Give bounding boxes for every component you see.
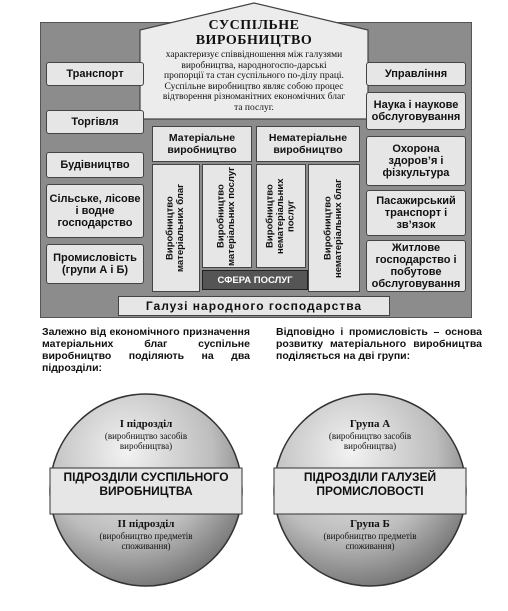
column-label-nonmaterial-services: Виробництво нематеріальних послуг	[264, 178, 297, 254]
house-text	[162, 18, 346, 113]
header-nonmaterial: Нематеріальне виробництво	[256, 126, 360, 162]
column-label-nonmaterial-goods: Виробництво нематеріальних благ	[322, 178, 344, 278]
right-sphere-bottom	[308, 518, 432, 551]
column-label-material-goods: Виробництво матеріальних благ	[164, 183, 186, 273]
left-box-transport: Транспорт	[46, 62, 144, 86]
left-sphere-middle: ПІДРОЗДІЛИ СУСПІЛЬНОГО ВИРОБНИЦТВА	[63, 470, 229, 498]
left-sphere-bottom	[84, 518, 208, 551]
left-sphere-bottom-sub: (виробництво предметів споживання)	[99, 531, 193, 551]
left-box-agriculture: Сільське, лісове і водне господарство	[46, 184, 144, 238]
right-box-passenger: Пасажирський транспорт і зв’язок	[366, 190, 466, 236]
right-paragraph: Відповідно і промисловість – основа розвитку матеріального виробництва поділяється на дві групи:	[276, 326, 482, 362]
left-box-industry: Промисловість (групи А і Б)	[46, 244, 144, 284]
left-sphere-bottom-title: ІІ підрозділ	[117, 518, 175, 530]
sfera-label: СФЕРА ПОСЛУГ	[202, 270, 308, 290]
left-sphere-top-title: І підрозділ	[119, 418, 173, 430]
left-box-construction: Будівництво	[46, 152, 144, 178]
right-box-management: Управління	[366, 62, 466, 86]
right-sphere-bottom-sub: (виробництво предметів споживання)	[323, 531, 417, 551]
galuzi-label: Галузі народного господарства	[118, 296, 390, 316]
right-box-housing: Житлове господарство і побутове обслуговування	[366, 240, 466, 292]
right-sphere-middle: ПІДРОЗДІЛИ ГАЛУЗЕЙ ПРОМИСЛОВОСТІ	[303, 470, 437, 498]
house-description: характеризує співвідношення між галузями виробництва, народногоспо-дарські пропорції та стан суспільного по-ділу праці. Суспільне виробництво являє собою процес відтворення різноманітних економічних благ та послуг.	[162, 50, 346, 113]
column-label-material-services: Виробництво матеріальних послуг	[215, 166, 237, 266]
right-box-science: Наука і наукове обслуговування	[366, 92, 466, 130]
left-box-trade: Торгівля	[46, 110, 144, 134]
left-sphere-top-sub: (виробництво засобів виробництва)	[104, 431, 188, 451]
right-sphere-bottom-title: Група Б	[350, 518, 390, 530]
right-sphere-top-sub: (виробництво засобів виробництва)	[328, 431, 412, 451]
right-sphere-top	[302, 418, 438, 451]
house-title-line2: ВИРОБНИЦТВО	[195, 33, 313, 48]
right-sphere-top-title: Група А	[349, 418, 391, 430]
left-paragraph: Залежно від економічного призначення матеріальних благ суспільне виробництво поділяють на два підрозділи:	[42, 326, 250, 374]
left-sphere-top	[78, 418, 214, 451]
right-box-health: Охорона здоров’я і фізкультура	[366, 136, 466, 186]
header-material: Матеріальне виробництво	[152, 126, 252, 162]
house-title-line1: СУСПІЛЬНЕ	[208, 18, 300, 33]
